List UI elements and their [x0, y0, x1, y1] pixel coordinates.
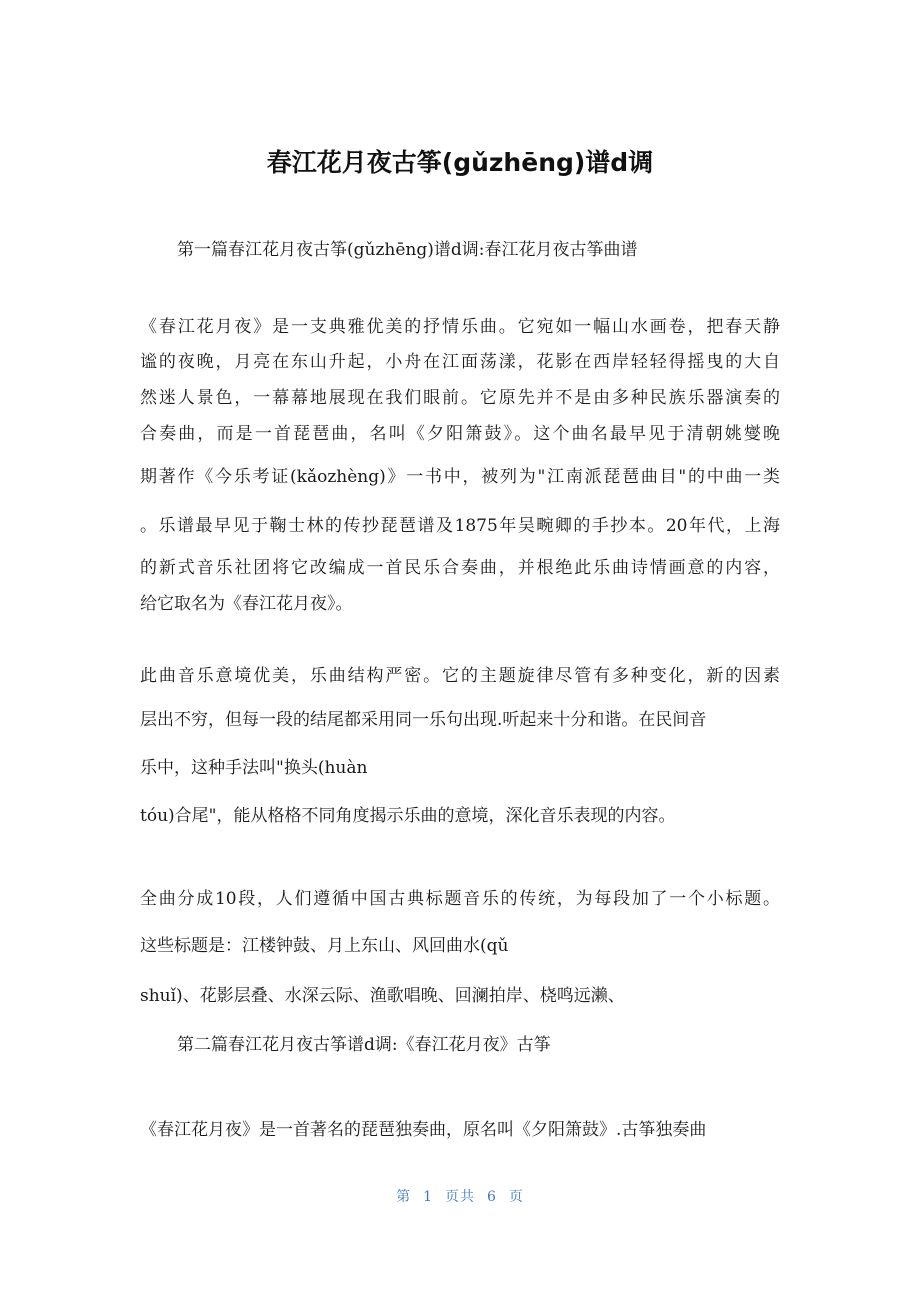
paragraph-line: 。乐谱最早见于鞠士林的传抄琵琶谱及1875年吴畹卿的手抄本。20年代，上海 [140, 516, 780, 536]
paragraph-line: 全曲分成10段，人们遵循中国古典标题音乐的传统，为每段加了一个小标题。 [140, 889, 780, 909]
paragraph-line: 合奏曲，而是一首琵琶曲，名叫《夕阳箫鼓》。这个曲名最早见于清朝姚燮晚 [140, 424, 780, 444]
paragraph-line: shuǐ)、花影层叠、水深云际、渔歌唱晚、回澜拍岸、桡鸣远濑、 [140, 986, 625, 1006]
paragraph-line: 的新式音乐社团将它改编成一首民乐合奏曲，并根绝此乐曲诗情画意的内容， [140, 558, 780, 578]
section-heading-1: 第一篇春江花月夜古筝(gǔzhēng)谱d调:春江花月夜古筝曲谱 [177, 240, 638, 260]
page-footer [0, 1187, 920, 1207]
page-number: 1 [423, 1189, 433, 1205]
page-label-mid: 页共 [445, 1189, 475, 1205]
paragraph-line: 《春江花月夜》是一支典雅优美的抒情乐曲。它宛如一幅山水画卷，把春天静 [140, 317, 780, 337]
paragraph-line: 此曲音乐意境优美，乐曲结构严密。它的主题旋律尽管有多种变化，新的因素 [140, 666, 780, 686]
paragraph-line: 给它取名为《春江花月夜》。 [140, 594, 353, 614]
paragraph-line: 期著作《今乐考证(kǎozhèng)》一书中，被列为"江南派琵琶曲目"的中曲一类 [140, 467, 780, 487]
paragraph-line: 然迷人景色，一幕幕地展现在我们眼前。它原先并不是由多种民族乐器演奏的 [140, 388, 780, 408]
page-label-suffix: 页 [508, 1189, 524, 1205]
paragraph-line: 乐中，这种手法叫"换头(huàn [140, 758, 368, 778]
paragraph-line: tóu)合尾"，能从格格不同角度揭示乐曲的意境，深化音乐表现的内容。 [140, 806, 676, 826]
paragraph-line: 《春江花月夜》是一首著名的琵琶独奏曲，原名叫《夕阳箫鼓》.古筝独奏曲 [140, 1120, 707, 1140]
total-pages: 6 [487, 1189, 497, 1205]
section-heading-2: 第二篇春江花月夜古筝谱d调:《春江花月夜》古筝 [177, 1035, 551, 1055]
paragraph-line: 谧的夜晚，月亮在东山升起，小舟在江面荡漾，花影在西岸轻轻得摇曳的大自 [140, 352, 780, 372]
paragraph-line: 层出不穷，但每一段的结尾都采用同一乐句出现.听起来十分和谐。在民间音 [140, 710, 707, 730]
page-label-prefix: 第 [396, 1189, 412, 1205]
document-title: 春江花月夜古筝(gǔzhēng)谱d调 [266, 148, 654, 177]
paragraph-line: 这些标题是：江楼钟鼓、月上东山、风回曲水(qǔ [140, 936, 509, 956]
